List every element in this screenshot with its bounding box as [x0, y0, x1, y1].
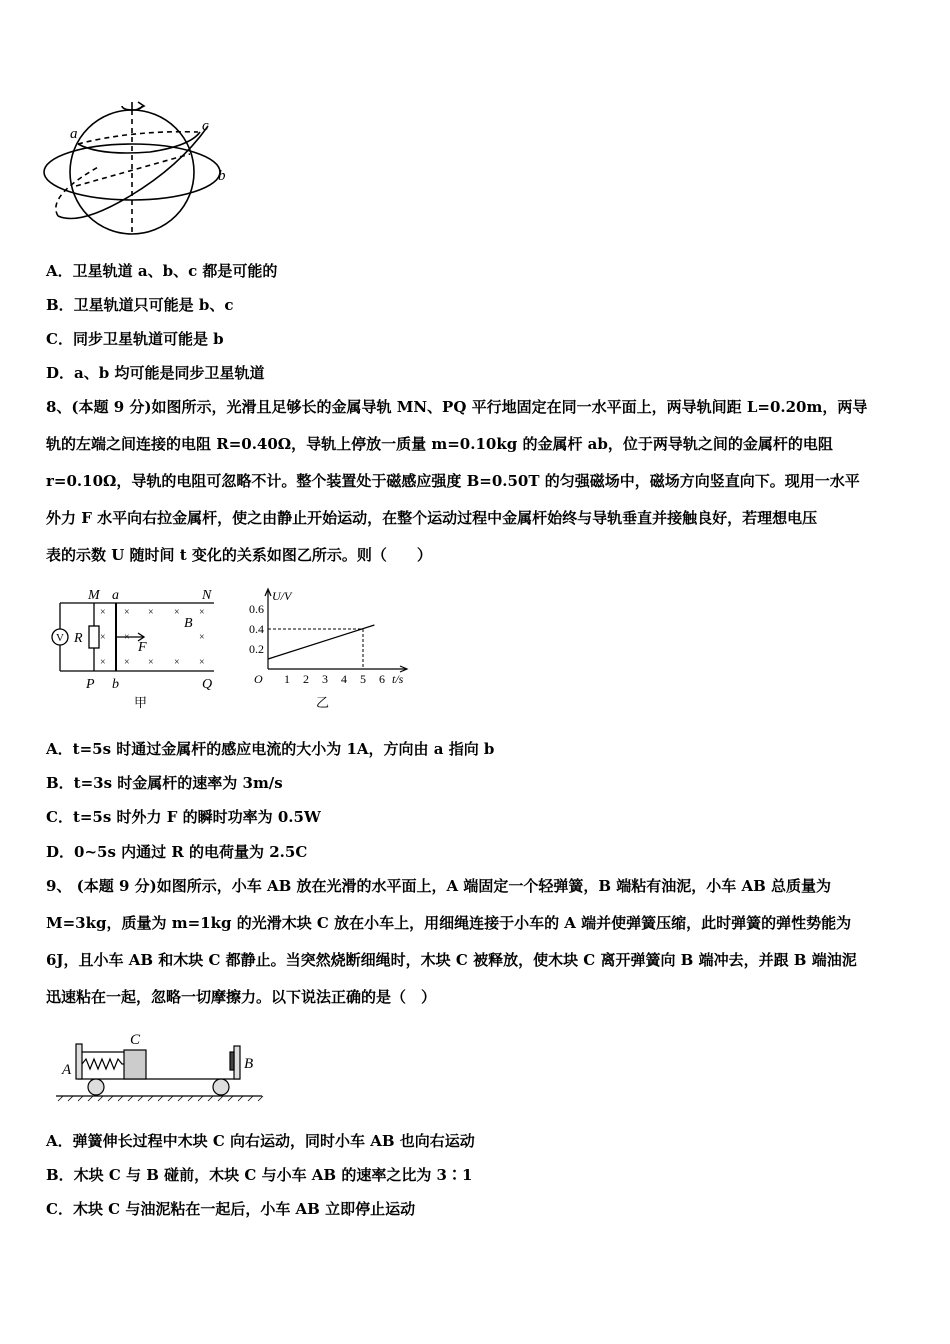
label-m: M	[88, 588, 100, 603]
q8-option-c: C．t=5s 时外力 F 的瞬时功率为 0.5W	[46, 808, 321, 826]
q7-option-b: B．卫星轨道只可能是 b、c	[46, 296, 234, 314]
label-q: Q	[202, 677, 213, 692]
label-r: R	[74, 631, 83, 646]
y-axis-label: U/V	[272, 589, 292, 603]
y-tick-label: 0.6	[249, 602, 264, 616]
x-tick-label: 4	[341, 672, 347, 686]
label-n: N	[202, 588, 212, 603]
x-axis-label: t/s	[392, 672, 404, 686]
q9-stem-line: M=3kg，质量为 m=1kg 的光滑木块 C 放在小车上，用细绳连接于小车的 A 端并使弹簧压缩，此时弹簧的弹性势能为	[46, 914, 852, 932]
svg-text:×: ×	[174, 657, 180, 668]
label-v: V	[56, 632, 64, 644]
svg-text:×: ×	[148, 657, 154, 668]
u-t-chart	[236, 585, 416, 713]
q8-option-d: D．0~5s 内通过 R 的电荷量为 2.5C	[46, 843, 308, 861]
svg-text:×: ×	[174, 607, 180, 618]
label-a-rod: a	[112, 588, 119, 603]
putty-icon	[230, 1052, 234, 1070]
q8-stem-line: 8、(本题 9 分)如图所示，光滑且足够长的金属导轨 MN、PQ 平行地固定在同一水平面上，两导轨间距 L=0.20m，两导	[46, 398, 868, 416]
q8-stem-line: 轨的左端之间连接的电阻 R=0.40Ω，导轨上停放一质量 m=0.10kg 的金属杆 ab，位于两导轨之间的金属杆的电阻	[46, 435, 833, 453]
end-b-wall	[234, 1046, 240, 1079]
label-b-end: B	[244, 1056, 254, 1072]
q9-stem-line: 6J，且小车 AB 和木块 C 都静止。当突然烧断细绳时，木块 C 被释放，使木块 C 离开弹簧向 B 端冲去，并跟 B 端油泥	[46, 951, 857, 969]
label-a: a	[70, 126, 78, 142]
q8-option-a: A．t=5s 时通过金属杆的感应电流的大小为 1A，方向由 a 指向 b	[46, 740, 495, 758]
label-a-end: A	[62, 1062, 72, 1078]
q9-option-c: C．木块 C 与油泥粘在一起后，小车 AB 立即停止运动	[46, 1200, 416, 1218]
wheel-left	[88, 1079, 104, 1095]
q9-stem-line: 9、 (本题 9 分)如图所示，小车 AB 放在光滑的水平面上，A 端固定一个轻弹簧，B 端粘有油泥，小车 AB 总质量为	[46, 877, 832, 895]
x-tick-label: 6	[379, 672, 385, 686]
q7-option-a: A．卫星轨道 a、b、c 都是可能的	[46, 262, 278, 280]
rail-circuit-figure	[44, 585, 224, 713]
label-c: c	[202, 118, 209, 134]
svg-text:×: ×	[199, 607, 205, 618]
label-b-rod: b	[112, 677, 119, 692]
label-b-field: B	[184, 616, 193, 631]
origin-label: O	[254, 672, 263, 686]
svg-text:×: ×	[100, 657, 106, 668]
svg-text:×: ×	[199, 657, 205, 668]
q8-stem-line: 外力 F 水平向右拉金属杆，使之由静止开始运动，在整个运动过程中金属杆始终与导轨垂直并接触良好，若理想电压	[46, 509, 818, 527]
svg-text:×: ×	[199, 632, 205, 643]
label-b: b	[218, 168, 226, 184]
y-tick-label: 0.4	[249, 622, 264, 636]
q9-option-a: A．弹簧伸长过程中木块 C 向右运动，同时小车 AB 也向右运动	[46, 1132, 475, 1150]
svg-text:×: ×	[124, 607, 130, 618]
satellite-orbit-figure	[40, 96, 240, 236]
q9-option-b: B．木块 C 与 B 碰前，木块 C 与小车 AB 的速率之比为 3∶1	[46, 1166, 473, 1184]
label-f: F	[138, 640, 147, 655]
series-line-u	[268, 625, 374, 659]
ground-hatch	[58, 1096, 263, 1101]
label-p: P	[86, 677, 95, 692]
svg-text:×: ×	[100, 632, 106, 643]
svg-text:×: ×	[124, 632, 130, 643]
svg-text:×: ×	[148, 607, 154, 618]
svg-text:×: ×	[124, 657, 130, 668]
x-tick-label: 3	[322, 672, 328, 686]
q7-option-d: D．a、b 均可能是同步卫星轨道	[46, 364, 265, 382]
block-c	[124, 1050, 146, 1079]
label-c-block: C	[130, 1032, 141, 1048]
resistor-icon	[89, 626, 99, 648]
y-tick-label: 0.2	[249, 642, 264, 656]
caption-jia: 甲	[134, 695, 148, 710]
q8-stem-line: 表的示数 U 随时间 t 变化的关系如图乙所示。则（ ）	[46, 546, 432, 564]
spring-icon	[82, 1059, 124, 1069]
q8-option-b: B．t=3s 时金属杆的速率为 3m/s	[46, 774, 283, 792]
wheel-right	[213, 1079, 229, 1095]
q7-option-c: C．同步卫星轨道可能是 b	[46, 330, 224, 348]
end-a-wall	[76, 1044, 82, 1079]
caption-yi: 乙	[316, 695, 330, 710]
q9-stem	[46, 868, 906, 1016]
q9-stem-line: 迅速粘在一起，忽略一切摩擦力。以下说法正确的是（ ）	[46, 988, 437, 1006]
q8-stem	[46, 389, 906, 574]
x-tick-label: 5	[360, 672, 366, 686]
q8-stem-line: r=0.10Ω，导轨的电阻可忽略不计。整个装置处于磁感应强度 B=0.50T 的匀强磁场中，磁场方向竖直向下。现用一水平	[46, 472, 860, 490]
cart-spring-figure	[54, 1026, 269, 1106]
svg-text:×: ×	[100, 607, 106, 618]
x-tick-label: 1	[284, 672, 290, 686]
x-tick-label: 2	[303, 672, 309, 686]
